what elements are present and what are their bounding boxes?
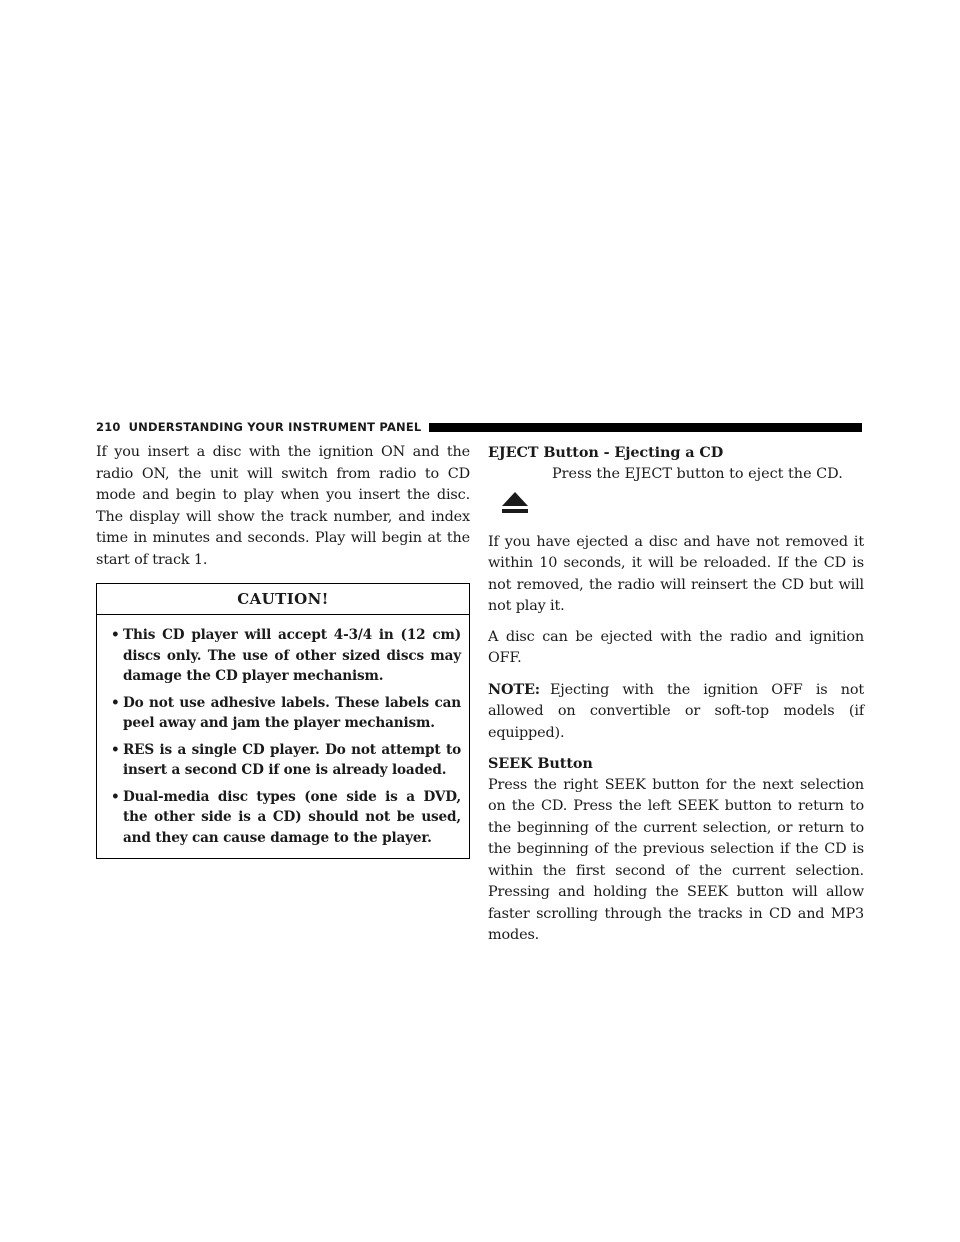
bullet: •	[111, 741, 120, 758]
bullet: •	[111, 788, 120, 805]
note-text: Ejecting with the ignition OFF is not allowed on convertible or soft-top models (if equipped).	[488, 681, 864, 741]
caution-item-text: Dual-media disc types (one side is a DVD, the other side is a CD) should not be used, and they can cause damage to the player.	[123, 788, 461, 846]
caution-item-text: Do not use adhesive labels. These labels can peel away and jam the player mechanism.	[123, 694, 461, 732]
eject-row	[488, 464, 864, 532]
bullet: •	[111, 694, 120, 711]
caution-item	[111, 740, 461, 781]
caution-item-text: RES is a single CD player. Do not attempt to insert a second CD if one is already loaded.	[123, 741, 461, 779]
header-rule	[429, 423, 862, 432]
right-column	[488, 442, 864, 947]
eject-off-paragraph: A disc can be ejected with the radio and ignition OFF.	[488, 628, 864, 666]
note-paragraph	[488, 679, 864, 745]
bullet: •	[111, 627, 120, 644]
caution-item	[111, 625, 461, 687]
page-header	[96, 420, 862, 434]
left-column	[96, 442, 470, 859]
intro-paragraph: If you insert a disc with the ignition ON and the radio ON, the unit will switch from radio to CD mode and begin to play when you insert the disc. The display will show the track number, and index time in minutes and seconds. Play will begin at the start of track 1.	[96, 444, 470, 568]
reload-paragraph: If you have ejected a disc and have not removed it within 10 seconds, it will be reloaded. If the CD is not removed, the radio will reinsert the CD but will not play it.	[488, 533, 864, 614]
seek-paragraph: Press the right SEEK button for the next selection on the CD. Press the left SEEK button to return to the beginning of the current selection, or return to the beginning of the previous selection if the CD is within the first second of the current selection. Pressing and holding the SEEK button will allow faster scrolling through the tracks in CD and MP3 modes.	[488, 776, 864, 943]
note-label: NOTE:	[488, 680, 540, 698]
caution-box	[96, 583, 470, 859]
caution-item	[111, 693, 461, 734]
seek-heading: SEEK Button	[488, 755, 593, 772]
section-title: UNDERSTANDING YOUR INSTRUMENT PANEL	[128, 420, 422, 434]
caution-list	[97, 615, 469, 858]
caution-item	[111, 787, 461, 849]
page-number: 210	[96, 420, 121, 434]
eject-instruction: Press the EJECT button to eject the CD.	[552, 465, 843, 482]
eject-icon	[502, 492, 528, 514]
eject-heading: EJECT Button - Ejecting a CD	[488, 444, 724, 461]
caution-title: CAUTION!	[237, 590, 329, 608]
caution-item-text: This CD player will accept 4-3/4 in (12 cm) discs only. The use of other sized discs may damage the CD player mechanism.	[123, 627, 461, 685]
